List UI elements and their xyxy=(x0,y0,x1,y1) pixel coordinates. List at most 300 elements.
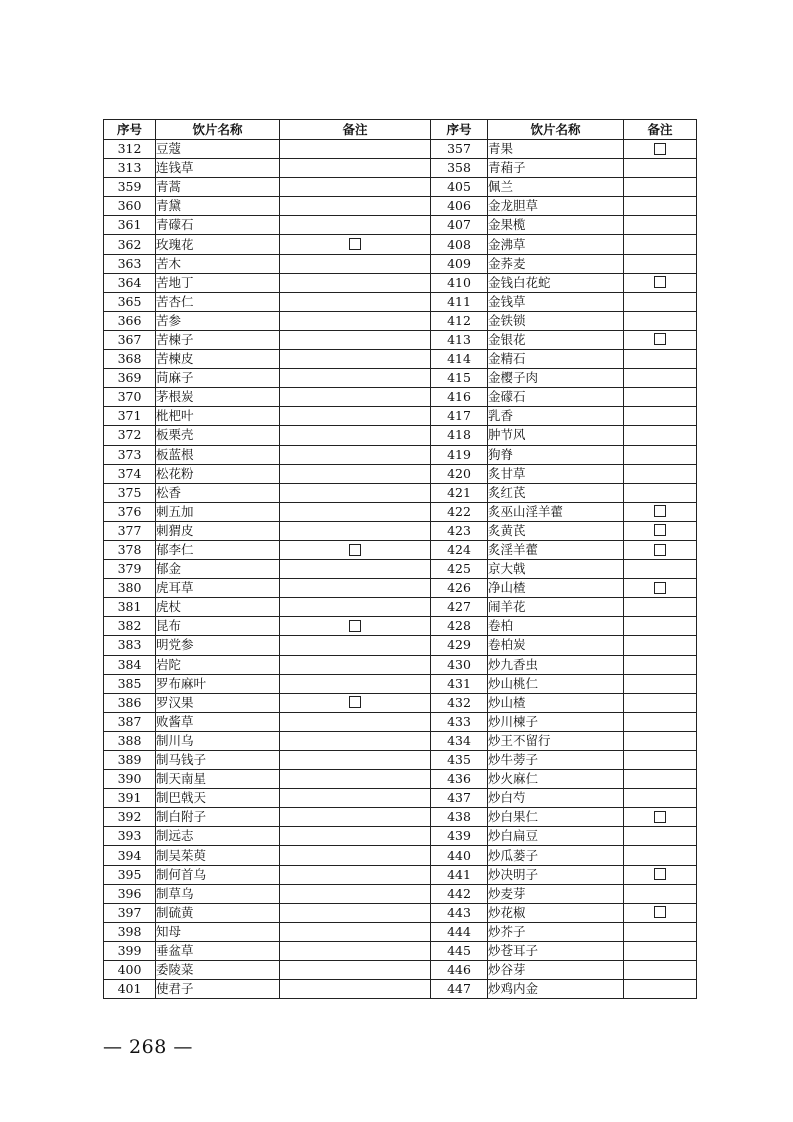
herb-name: 乳香 xyxy=(488,407,624,426)
seq-number: 410 xyxy=(431,273,488,292)
herb-name: 虎耳草 xyxy=(156,579,280,598)
note-cell xyxy=(624,789,697,808)
note-cell xyxy=(624,140,697,159)
table-row xyxy=(104,273,697,292)
seq-number: 375 xyxy=(104,483,156,502)
seq-number: 444 xyxy=(431,922,488,941)
herb-name: 炒白芍 xyxy=(488,789,624,808)
note-cell xyxy=(624,770,697,789)
note-cell xyxy=(624,216,697,235)
checkbox-icon xyxy=(654,544,666,556)
herb-name: 虎杖 xyxy=(156,598,280,617)
seq-number: 376 xyxy=(104,502,156,521)
table-row xyxy=(104,235,697,254)
herb-name: 豆蔻 xyxy=(156,140,280,159)
herb-name: 板蓝根 xyxy=(156,445,280,464)
seq-number: 447 xyxy=(431,980,488,999)
herb-name: 委陵菜 xyxy=(156,961,280,980)
herb-name: 青葙子 xyxy=(488,159,624,178)
note-cell xyxy=(624,636,697,655)
seq-number: 442 xyxy=(431,884,488,903)
herb-name: 制何首乌 xyxy=(156,865,280,884)
table-body xyxy=(104,140,697,999)
herb-name: 松花粉 xyxy=(156,464,280,483)
note-cell xyxy=(280,846,431,865)
seq-number: 433 xyxy=(431,712,488,731)
note-cell xyxy=(280,636,431,655)
note-cell xyxy=(624,961,697,980)
seq-number: 446 xyxy=(431,961,488,980)
seq-number: 377 xyxy=(104,521,156,540)
note-cell xyxy=(624,827,697,846)
herb-name: 青蒿 xyxy=(156,178,280,197)
herb-name: 炒鸡内金 xyxy=(488,980,624,999)
table-row xyxy=(104,388,697,407)
table-row xyxy=(104,560,697,579)
herb-name: 青礞石 xyxy=(156,216,280,235)
note-cell xyxy=(280,254,431,273)
herb-name: 炒芥子 xyxy=(488,922,624,941)
note-cell xyxy=(280,159,431,178)
checkbox-icon xyxy=(654,582,666,594)
note-cell xyxy=(624,693,697,712)
seq-number: 407 xyxy=(431,216,488,235)
note-cell xyxy=(280,273,431,292)
checkbox-icon xyxy=(654,868,666,880)
table-row xyxy=(104,521,697,540)
table-row xyxy=(104,903,697,922)
seq-number: 427 xyxy=(431,598,488,617)
note-cell xyxy=(280,598,431,617)
herb-name: 炒谷芽 xyxy=(488,961,624,980)
table-row xyxy=(104,712,697,731)
seq-number: 419 xyxy=(431,445,488,464)
seq-number: 436 xyxy=(431,770,488,789)
seq-number: 361 xyxy=(104,216,156,235)
note-cell xyxy=(280,617,431,636)
herb-name: 金龙胆草 xyxy=(488,197,624,216)
note-cell xyxy=(280,502,431,521)
seq-number: 364 xyxy=(104,273,156,292)
note-cell xyxy=(280,922,431,941)
table-row xyxy=(104,426,697,445)
note-cell xyxy=(624,655,697,674)
note-cell xyxy=(280,388,431,407)
seq-number: 390 xyxy=(104,770,156,789)
note-cell xyxy=(624,426,697,445)
seq-number: 359 xyxy=(104,178,156,197)
herb-name: 炒白果仁 xyxy=(488,808,624,827)
seq-number: 372 xyxy=(104,426,156,445)
seq-number: 408 xyxy=(431,235,488,254)
note-cell xyxy=(624,617,697,636)
note-cell xyxy=(280,292,431,311)
seq-number: 440 xyxy=(431,846,488,865)
seq-number: 406 xyxy=(431,197,488,216)
herb-name: 枇杷叶 xyxy=(156,407,280,426)
note-cell xyxy=(280,178,431,197)
herb-name: 炒山桃仁 xyxy=(488,674,624,693)
table-row xyxy=(104,445,697,464)
note-cell xyxy=(624,445,697,464)
note-cell xyxy=(280,865,431,884)
seq-number: 395 xyxy=(104,865,156,884)
herb-name: 苦木 xyxy=(156,254,280,273)
herb-name: 炒麦芽 xyxy=(488,884,624,903)
herb-name: 制远志 xyxy=(156,827,280,846)
note-cell xyxy=(624,865,697,884)
seq-number: 374 xyxy=(104,464,156,483)
checkbox-icon xyxy=(654,505,666,517)
herb-name: 松香 xyxy=(156,483,280,502)
seq-number: 366 xyxy=(104,311,156,330)
table-row xyxy=(104,808,697,827)
note-cell xyxy=(280,827,431,846)
seq-number: 370 xyxy=(104,388,156,407)
header-row xyxy=(104,120,697,140)
herb-name: 炙甘草 xyxy=(488,464,624,483)
seq-number: 399 xyxy=(104,941,156,960)
seq-number: 373 xyxy=(104,445,156,464)
table-row xyxy=(104,961,697,980)
checkbox-icon xyxy=(349,544,361,556)
note-cell xyxy=(624,311,697,330)
header-name: 饮片名称 xyxy=(488,120,624,140)
herb-name: 罗布麻叶 xyxy=(156,674,280,693)
table-row xyxy=(104,197,697,216)
seq-number: 409 xyxy=(431,254,488,273)
seq-number: 431 xyxy=(431,674,488,693)
note-cell xyxy=(280,483,431,502)
table-row xyxy=(104,655,697,674)
note-cell xyxy=(624,808,697,827)
seq-number: 416 xyxy=(431,388,488,407)
note-cell xyxy=(280,426,431,445)
seq-number: 414 xyxy=(431,350,488,369)
seq-number: 423 xyxy=(431,521,488,540)
herb-name: 苦楝皮 xyxy=(156,350,280,369)
table-row xyxy=(104,350,697,369)
note-cell xyxy=(280,789,431,808)
seq-number: 430 xyxy=(431,655,488,674)
table-row xyxy=(104,731,697,750)
herb-name: 制白附子 xyxy=(156,808,280,827)
note-cell xyxy=(624,941,697,960)
table-row xyxy=(104,483,697,502)
table-row xyxy=(104,827,697,846)
note-cell xyxy=(624,235,697,254)
note-cell xyxy=(624,273,697,292)
seq-number: 379 xyxy=(104,560,156,579)
herb-name: 败酱草 xyxy=(156,712,280,731)
table-row xyxy=(104,159,697,178)
note-cell xyxy=(624,350,697,369)
seq-number: 428 xyxy=(431,617,488,636)
herb-name: 青黛 xyxy=(156,197,280,216)
checkbox-icon xyxy=(654,333,666,345)
herb-name: 制草乌 xyxy=(156,884,280,903)
seq-number: 424 xyxy=(431,540,488,559)
checkbox-icon xyxy=(349,620,361,632)
seq-number: 365 xyxy=(104,292,156,311)
seq-number: 441 xyxy=(431,865,488,884)
table-row xyxy=(104,311,697,330)
herb-name: 金铁锁 xyxy=(488,311,624,330)
herb-name: 金银花 xyxy=(488,330,624,349)
herb-name: 苦杏仁 xyxy=(156,292,280,311)
table-row xyxy=(104,674,697,693)
note-cell xyxy=(624,903,697,922)
table-row xyxy=(104,140,697,159)
seq-number: 438 xyxy=(431,808,488,827)
herb-name: 连钱草 xyxy=(156,159,280,178)
note-cell xyxy=(624,178,697,197)
note-cell xyxy=(280,655,431,674)
header-seq: 序号 xyxy=(431,120,488,140)
table-row xyxy=(104,369,697,388)
seq-number: 432 xyxy=(431,693,488,712)
herb-name: 炒苍耳子 xyxy=(488,941,624,960)
note-cell xyxy=(280,560,431,579)
herb-name: 使君子 xyxy=(156,980,280,999)
seq-number: 386 xyxy=(104,693,156,712)
seq-number: 412 xyxy=(431,311,488,330)
seq-number: 429 xyxy=(431,636,488,655)
seq-number: 400 xyxy=(104,961,156,980)
table-row xyxy=(104,884,697,903)
header-name: 饮片名称 xyxy=(156,120,280,140)
note-cell xyxy=(280,216,431,235)
page-number: — 268 — xyxy=(103,1036,193,1058)
herb-name: 金沸草 xyxy=(488,235,624,254)
table-row xyxy=(104,770,697,789)
herb-name: 制吴茱萸 xyxy=(156,846,280,865)
seq-number: 362 xyxy=(104,235,156,254)
note-cell xyxy=(280,903,431,922)
herb-name: 刺猬皮 xyxy=(156,521,280,540)
herb-name: 制马钱子 xyxy=(156,751,280,770)
seq-number: 384 xyxy=(104,655,156,674)
note-cell xyxy=(624,922,697,941)
note-cell xyxy=(280,941,431,960)
note-cell xyxy=(624,712,697,731)
herb-name: 炒牛蒡子 xyxy=(488,751,624,770)
note-cell xyxy=(280,731,431,750)
herb-name: 金精石 xyxy=(488,350,624,369)
table-row xyxy=(104,789,697,808)
herb-name: 炙巫山淫羊藿 xyxy=(488,502,624,521)
note-cell xyxy=(280,350,431,369)
seq-number: 418 xyxy=(431,426,488,445)
note-cell xyxy=(280,140,431,159)
seq-number: 394 xyxy=(104,846,156,865)
table-row xyxy=(104,178,697,197)
note-cell xyxy=(280,579,431,598)
herb-name: 苦地丁 xyxy=(156,273,280,292)
herb-name: 苦楝子 xyxy=(156,330,280,349)
table-row xyxy=(104,617,697,636)
note-cell xyxy=(280,369,431,388)
note-cell xyxy=(280,540,431,559)
herb-name: 刺五加 xyxy=(156,502,280,521)
header-note: 备注 xyxy=(280,120,431,140)
note-cell xyxy=(624,598,697,617)
herb-name: 制川乌 xyxy=(156,731,280,750)
checkbox-icon xyxy=(349,238,361,250)
herb-name: 卷柏炭 xyxy=(488,636,624,655)
checkbox-icon xyxy=(654,276,666,288)
note-cell xyxy=(280,751,431,770)
seq-number: 383 xyxy=(104,636,156,655)
table-row xyxy=(104,693,697,712)
herb-name: 青果 xyxy=(488,140,624,159)
note-cell xyxy=(624,884,697,903)
note-cell xyxy=(280,521,431,540)
herb-name: 制巴戟天 xyxy=(156,789,280,808)
header-seq: 序号 xyxy=(104,120,156,140)
note-cell xyxy=(280,235,431,254)
seq-number: 405 xyxy=(431,178,488,197)
checkbox-icon xyxy=(654,524,666,536)
table-row xyxy=(104,980,697,999)
seq-number: 357 xyxy=(431,140,488,159)
herb-name: 昆布 xyxy=(156,617,280,636)
herb-name: 京大戟 xyxy=(488,560,624,579)
herb-name: 罗汉果 xyxy=(156,693,280,712)
herb-name: 炙淫羊藿 xyxy=(488,540,624,559)
note-cell xyxy=(624,407,697,426)
seq-number: 426 xyxy=(431,579,488,598)
seq-number: 389 xyxy=(104,751,156,770)
herb-name: 金荞麦 xyxy=(488,254,624,273)
note-cell xyxy=(624,464,697,483)
herb-name: 金果榄 xyxy=(488,216,624,235)
checkbox-icon xyxy=(654,143,666,155)
herb-name: 炙红芪 xyxy=(488,483,624,502)
herb-name: 玫瑰花 xyxy=(156,235,280,254)
note-cell xyxy=(624,521,697,540)
note-cell xyxy=(624,502,697,521)
table-row xyxy=(104,598,697,617)
seq-number: 420 xyxy=(431,464,488,483)
seq-number: 398 xyxy=(104,922,156,941)
seq-number: 387 xyxy=(104,712,156,731)
checkbox-icon xyxy=(349,696,361,708)
note-cell xyxy=(624,254,697,273)
seq-number: 360 xyxy=(104,197,156,216)
herb-name: 炒瓜蒌子 xyxy=(488,846,624,865)
seq-number: 358 xyxy=(431,159,488,178)
herb-name: 肿节风 xyxy=(488,426,624,445)
checkbox-icon xyxy=(654,811,666,823)
note-cell xyxy=(624,388,697,407)
table-row xyxy=(104,865,697,884)
herb-name: 炒决明子 xyxy=(488,865,624,884)
seq-number: 368 xyxy=(104,350,156,369)
note-cell xyxy=(280,445,431,464)
herb-name: 炒川楝子 xyxy=(488,712,624,731)
note-cell xyxy=(280,961,431,980)
table-row xyxy=(104,922,697,941)
note-cell xyxy=(280,311,431,330)
seq-number: 363 xyxy=(104,254,156,273)
herb-name: 炒白扁豆 xyxy=(488,827,624,846)
note-cell xyxy=(280,464,431,483)
herb-name: 制天南星 xyxy=(156,770,280,789)
note-cell xyxy=(624,980,697,999)
herb-name: 明党参 xyxy=(156,636,280,655)
table-row xyxy=(104,464,697,483)
seq-number: 388 xyxy=(104,731,156,750)
herb-name: 板栗壳 xyxy=(156,426,280,445)
herb-name: 岩陀 xyxy=(156,655,280,674)
note-cell xyxy=(280,770,431,789)
table-row xyxy=(104,579,697,598)
herb-name: 制硫黄 xyxy=(156,903,280,922)
herb-name: 佩兰 xyxy=(488,178,624,197)
seq-number: 371 xyxy=(104,407,156,426)
table-row xyxy=(104,216,697,235)
herb-name: 闹羊花 xyxy=(488,598,624,617)
herb-name: 金钱草 xyxy=(488,292,624,311)
table-row xyxy=(104,330,697,349)
seq-number: 425 xyxy=(431,560,488,579)
note-cell xyxy=(280,674,431,693)
herb-name: 茅根炭 xyxy=(156,388,280,407)
seq-number: 443 xyxy=(431,903,488,922)
seq-number: 312 xyxy=(104,140,156,159)
seq-number: 401 xyxy=(104,980,156,999)
seq-number: 391 xyxy=(104,789,156,808)
checkbox-icon xyxy=(654,906,666,918)
table-row xyxy=(104,254,697,273)
herb-name: 郁李仁 xyxy=(156,540,280,559)
herb-name: 郁金 xyxy=(156,560,280,579)
seq-number: 422 xyxy=(431,502,488,521)
herb-name: 苦参 xyxy=(156,311,280,330)
seq-number: 380 xyxy=(104,579,156,598)
note-cell xyxy=(624,731,697,750)
note-cell xyxy=(624,560,697,579)
herb-name: 金樱子肉 xyxy=(488,369,624,388)
seq-number: 382 xyxy=(104,617,156,636)
note-cell xyxy=(280,407,431,426)
herb-name: 知母 xyxy=(156,922,280,941)
seq-number: 421 xyxy=(431,483,488,502)
seq-number: 369 xyxy=(104,369,156,388)
note-cell xyxy=(624,674,697,693)
herb-name: 金钱白花蛇 xyxy=(488,273,624,292)
herb-name: 炒花椒 xyxy=(488,903,624,922)
herb-name: 净山楂 xyxy=(488,579,624,598)
seq-number: 417 xyxy=(431,407,488,426)
note-cell xyxy=(624,751,697,770)
herb-name: 炒王不留行 xyxy=(488,731,624,750)
herb-name: 金礞石 xyxy=(488,388,624,407)
herb-name: 垂盆草 xyxy=(156,941,280,960)
seq-number: 439 xyxy=(431,827,488,846)
seq-number: 367 xyxy=(104,330,156,349)
note-cell xyxy=(624,330,697,349)
table-row xyxy=(104,846,697,865)
seq-number: 396 xyxy=(104,884,156,903)
note-cell xyxy=(280,808,431,827)
seq-number: 437 xyxy=(431,789,488,808)
note-cell xyxy=(280,712,431,731)
seq-number: 413 xyxy=(431,330,488,349)
table-row xyxy=(104,292,697,311)
seq-number: 313 xyxy=(104,159,156,178)
